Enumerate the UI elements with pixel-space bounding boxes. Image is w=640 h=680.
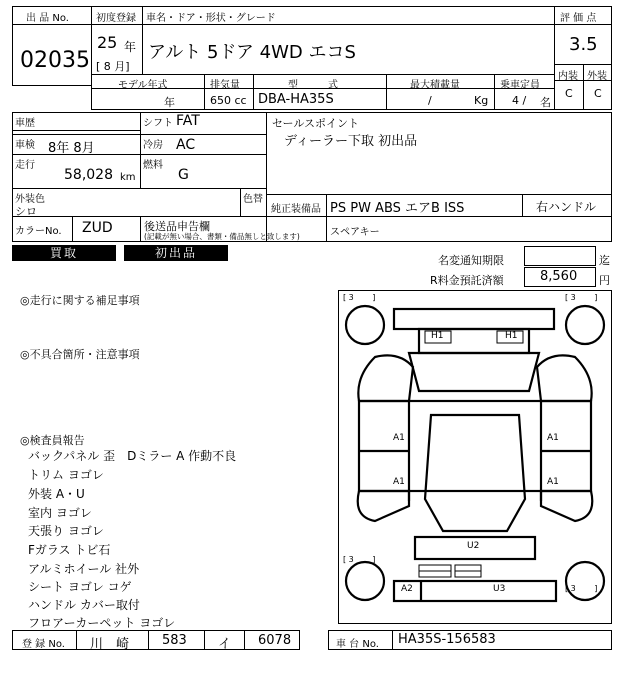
damage-a2: A2 [401, 584, 413, 594]
displacement-label: 排気量 [210, 80, 240, 91]
model-type: DBA-HA35S [258, 92, 334, 107]
score: 3.5 [569, 34, 598, 55]
steering: 右ハンドル [536, 200, 597, 214]
report-line: アルミホイール 社外 [28, 562, 140, 576]
mileage-unit: km [120, 172, 136, 183]
damage-a1-lower-left: A1 [393, 477, 405, 487]
color-no-label: カラーNo. [15, 226, 62, 237]
color-no: ZUD [82, 220, 113, 236]
first-listing-badge: 初出品 [124, 245, 228, 261]
max-load-label: 最大積載量 [410, 80, 460, 91]
sales-point-label: セールスポイント [272, 117, 360, 130]
equipment-label: 純正装備品 [271, 204, 321, 215]
capacity-unit: 名 [540, 96, 551, 109]
model-year-unit: 年 [164, 96, 175, 109]
lot-number: 02035 [20, 48, 90, 73]
recycle-fee: 8,560 [540, 269, 578, 284]
registration-number: 6078 [258, 633, 292, 648]
tire-tl-label: [ 3 ] [343, 293, 376, 302]
report-line: 室内 ヨゴレ [28, 506, 92, 520]
shift: FAT [176, 113, 200, 129]
name-change-unit: 迄 [599, 254, 610, 267]
report-line: Fガラス トビ石 [28, 543, 111, 557]
damage-u2: U2 [467, 541, 480, 551]
chassis-label: 車 台 No. [336, 639, 379, 650]
registration-kana: イ [218, 637, 232, 652]
chassis-number: HA35S-156583 [398, 632, 496, 647]
capacity: 4 / [512, 94, 527, 107]
displacement: 650 cc [210, 94, 247, 107]
recycle-unit: 円 [599, 274, 610, 287]
ac: AC [176, 137, 196, 153]
name-label: 車名・ドア・形状・グレード [146, 13, 276, 24]
damage-h1-right: H1 [505, 331, 518, 341]
type-label: 型 式 [288, 80, 338, 91]
color: シロ [15, 205, 37, 218]
damage-u3: U3 [493, 584, 506, 594]
interior-label: 内装 [558, 71, 578, 82]
fuel-label: 燃料 [143, 160, 163, 171]
model-year-label: モデル年式 [118, 80, 168, 91]
tire-bl-label: [ 3 ] [343, 555, 376, 564]
first-reg-month: [ 8 月] [96, 60, 130, 73]
registration-area: 川 崎 [90, 637, 130, 652]
sales-point: ディーラー下取 初出品 [284, 134, 418, 149]
inspection-label: 車検 [15, 140, 35, 151]
capacity-label: 乗車定員 [500, 80, 540, 91]
car-name: アルト 5ドア 4WD エコS [148, 42, 356, 63]
docs-label: 後送品申告欄 [144, 220, 210, 233]
name-change-label: 名変通知期限 [438, 254, 504, 267]
report-line: 外装 A・U [28, 487, 85, 501]
exterior-grade: C [594, 87, 602, 100]
interior-grade: C [565, 87, 573, 100]
tire-tr-label: [ 3 ] [565, 293, 598, 302]
max-load-sep: / [428, 94, 432, 107]
report-line: トリム ヨゴレ [28, 468, 104, 482]
report-line: シート ヨゴレ コゲ [28, 580, 132, 594]
damage-a1-upper-right: A1 [547, 433, 559, 443]
fuel: G [178, 167, 189, 183]
repaint-label: 色替 [243, 194, 263, 205]
color-label: 外装色 [15, 194, 45, 205]
exterior-label: 外装 [587, 71, 607, 82]
car-diagram-svg [339, 291, 611, 623]
damage-a1-lower-right: A1 [547, 477, 559, 487]
defects-heading: ◎不具合箇所・注意事項 [20, 348, 140, 361]
damage-a1-upper-left: A1 [393, 433, 405, 443]
tire-br-label: [ 3 ] [565, 584, 598, 593]
ac-label: 冷房 [143, 140, 163, 151]
first-reg-label: 初度登録 [96, 13, 136, 24]
buy-badge: 買取 [12, 245, 116, 261]
shift-label: シフト [143, 118, 173, 129]
mileage-label: 走行 [15, 160, 35, 171]
registration-class: 583 [162, 633, 187, 648]
report-line: 天張り ヨゴレ [28, 524, 104, 538]
mileage: 58,028 [64, 167, 113, 183]
recycle-label: R料金預託済額 [430, 274, 504, 287]
report-line: フロアーカーペット ヨゴレ [28, 616, 176, 630]
registration-label: 登 録 No. [22, 639, 65, 650]
score-label: 評 価 点 [560, 13, 597, 24]
driving-notes-heading: ◎走行に関する補足事項 [20, 294, 140, 307]
name-change-box [524, 246, 596, 266]
first-reg-year-unit: 年 [124, 40, 137, 54]
equipment: PS PW ABS エアB ISS [330, 201, 465, 216]
inspection: 8年 8月 [48, 141, 95, 156]
car-diagram [338, 290, 612, 624]
report-line: バックパネル 歪 Dミラー A 作動不良 [28, 449, 237, 463]
report-heading: ◎検査員報告 [20, 434, 85, 447]
first-reg-year: 25 [97, 33, 118, 52]
report-line: ハンドル カバー取付 [28, 598, 140, 612]
damage-h1-left: H1 [431, 331, 444, 341]
lot-label: 出 品 No. [26, 13, 69, 24]
docs-value: スペアキー [330, 227, 380, 238]
max-load-unit: Kg [474, 94, 489, 107]
history-label: 車歴 [15, 118, 35, 129]
docs-note: (記載が無い場合、書類・備品無しと致します) [144, 232, 300, 241]
